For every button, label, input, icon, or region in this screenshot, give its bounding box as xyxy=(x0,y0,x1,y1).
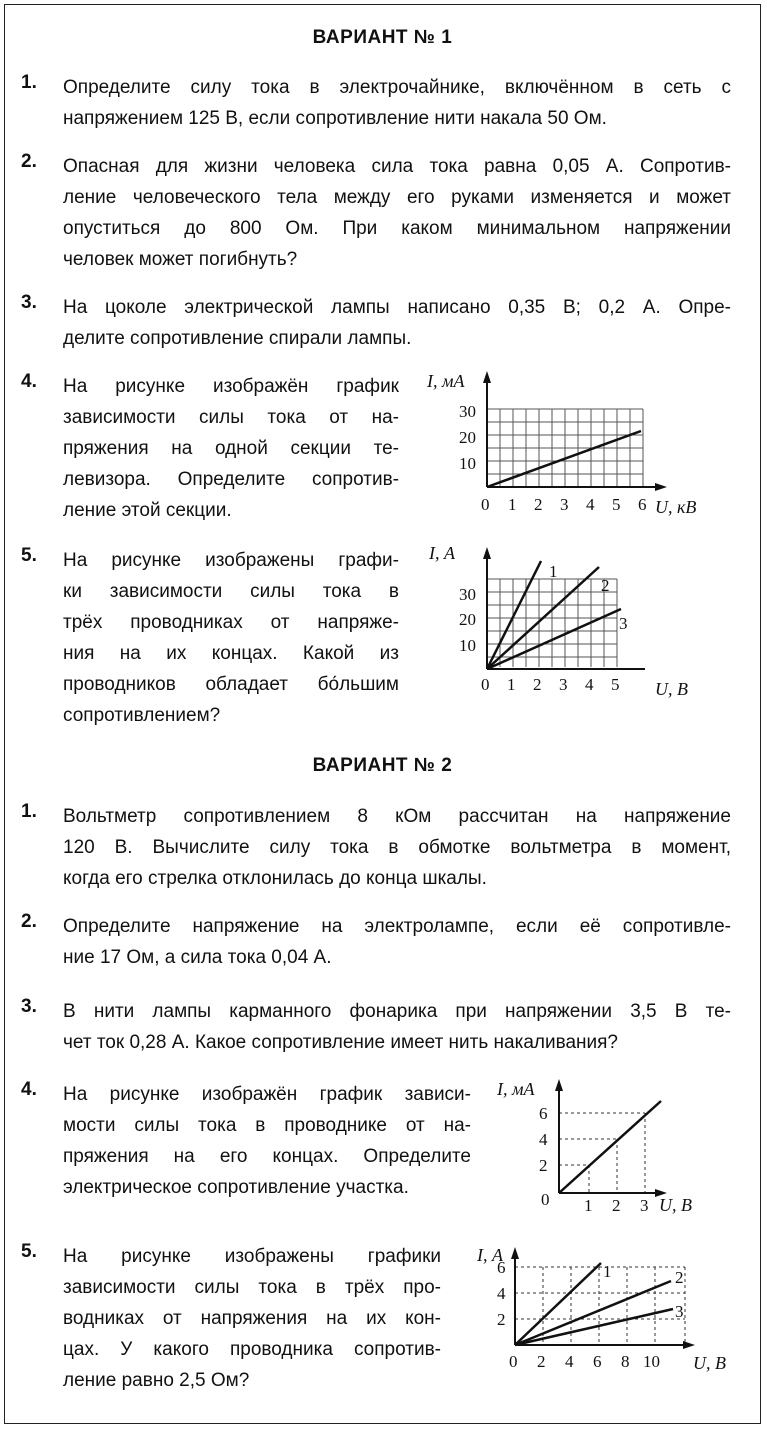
task-line: водниках от напряжения на их кон- xyxy=(63,1308,441,1329)
task-text xyxy=(63,292,731,354)
task-line: ление равно 2,5 Ом? xyxy=(63,1370,250,1391)
x-tick-label: 2 xyxy=(534,495,543,514)
x-axis-label: U, В xyxy=(659,1195,692,1215)
x-tick-label: 5 xyxy=(612,495,621,514)
task-line: опуститься до 800 Ом. При каком минимальном напряжении xyxy=(63,218,731,239)
y-tick-label: 2 xyxy=(539,1156,548,1175)
task-number: 1. xyxy=(21,801,37,822)
x-tick-label: 3 xyxy=(559,675,568,694)
x-tick-label: 4 xyxy=(565,1352,574,1371)
line-label: 1 xyxy=(549,562,558,581)
y-tick-label: 20 xyxy=(459,428,476,447)
x-tick-label: 3 xyxy=(560,495,569,514)
x-tick-label: 2 xyxy=(537,1352,546,1371)
x-tick-label: 5 xyxy=(611,675,620,694)
y-arrow-icon xyxy=(483,547,491,559)
task-text xyxy=(63,72,731,134)
x-tick-label: 6 xyxy=(638,495,647,514)
task-line: ние 17 Ом, а сила тока 0,04 А. xyxy=(63,947,332,968)
grid xyxy=(487,579,617,667)
task-line: чет ток 0,28 А. Какое сопротивление имеет нить накаливания? xyxy=(63,1032,618,1053)
y-tick-label: 4 xyxy=(539,1130,548,1149)
y-arrow-icon xyxy=(555,1079,563,1091)
task-line: зависимости силы тока от на- xyxy=(63,407,399,428)
task-line: электрическое сопротивление участка. xyxy=(63,1177,409,1198)
x-arrow-icon xyxy=(655,483,667,491)
x-tick-label: 6 xyxy=(593,1352,602,1371)
task-line: На рисунке изображены графики xyxy=(63,1246,441,1267)
y-axis-label: I, А xyxy=(477,1245,503,1265)
v2-graph-4 xyxy=(483,1073,723,1223)
graph-line xyxy=(559,1101,661,1193)
x-tick-label: 10 xyxy=(643,1352,660,1371)
task-line: пряжения на его концах. Определите xyxy=(63,1146,471,1167)
variant-1-title: ВАРИАНТ № 1 xyxy=(312,27,453,48)
task-number: 2. xyxy=(21,911,37,932)
task-line: Определите напряжение на электролампе, если её сопротивле- xyxy=(63,916,731,937)
task-line: Определите силу тока в электрочайнике, включённом в сеть с xyxy=(63,77,731,98)
task-line: 120 В. Вычислите силу тока в обмотке вольтметра в момент, xyxy=(63,837,731,858)
graph-line-3 xyxy=(515,1309,673,1345)
task-line: ление человеческого тела между его руками изменяется и может xyxy=(63,187,731,208)
task-text xyxy=(63,371,399,526)
task-number: 4. xyxy=(21,1079,37,1100)
task-line: когда его стрелка отклонилась до конца шкалы. xyxy=(63,868,487,889)
task-line: мости силы тока в проводнике от на- xyxy=(63,1115,471,1136)
task-line: В нити лампы карманного фонарика при напряжении 3,5 В те- xyxy=(63,1001,731,1022)
x-axis-label: U, В xyxy=(693,1353,726,1373)
task-line: ление этой секции. xyxy=(63,500,232,521)
task-line: проводников обладает бо́льшим xyxy=(63,674,399,695)
task-number: 5. xyxy=(21,1241,37,1262)
y-arrow-icon xyxy=(483,371,491,383)
graph-line-2 xyxy=(515,1281,671,1345)
graph-line-1 xyxy=(515,1263,601,1345)
task-line: зависимости силы тока в трёх про- xyxy=(63,1277,441,1298)
task-line: На цоколе электрической лампы написано 0,35 В; 0,2 А. Опре- xyxy=(63,297,731,318)
y-tick-label: 6 xyxy=(497,1258,506,1277)
y-axis-label: I, мА xyxy=(497,1079,535,1099)
v1-graph-5 xyxy=(423,539,723,704)
task-number: 2. xyxy=(21,151,37,172)
y-tick-label: 10 xyxy=(459,454,476,473)
task-line: ния на их концах. Какой из xyxy=(63,643,399,664)
x-tick-label: 1 xyxy=(507,675,516,694)
x-tick-label: 3 xyxy=(640,1196,649,1215)
x-tick-label: 2 xyxy=(533,675,542,694)
task-text xyxy=(63,1241,441,1396)
x-tick-label: 0 xyxy=(481,495,490,514)
task-number: 4. xyxy=(21,371,37,392)
graph-line-1 xyxy=(487,561,541,669)
y-tick-label: 20 xyxy=(459,610,476,629)
x-tick-label: 8 xyxy=(621,1352,630,1371)
line-label: 3 xyxy=(675,1302,684,1321)
task-text xyxy=(63,545,399,731)
y-tick-label: 2 xyxy=(497,1310,506,1329)
task-number: 3. xyxy=(21,996,37,1017)
task-line: Вольтметр сопротивлением 8 кОм рассчитан на напряжение xyxy=(63,806,731,827)
grid xyxy=(487,409,643,487)
x-tick-label: 0 xyxy=(481,675,490,694)
y-tick-label: 10 xyxy=(459,636,476,655)
y-tick-label: 6 xyxy=(539,1104,548,1123)
graph-line xyxy=(487,431,641,487)
task-text xyxy=(63,1079,471,1203)
x-tick-label: 2 xyxy=(612,1196,621,1215)
x-tick-label: 0 xyxy=(509,1352,518,1371)
y-tick-label: 30 xyxy=(459,402,476,421)
v1-graph-4 xyxy=(423,367,723,527)
task-number: 5. xyxy=(21,545,37,566)
y-tick-label: 4 xyxy=(497,1284,506,1303)
line-label: 3 xyxy=(619,614,628,633)
y-axis-label: I, А xyxy=(429,543,455,563)
task-line: На рисунке изображены графи- xyxy=(63,550,399,571)
line-label: 2 xyxy=(675,1268,684,1287)
task-number: 3. xyxy=(21,292,37,313)
task-text xyxy=(63,996,731,1058)
x-axis-label: U, кВ xyxy=(655,497,697,517)
task-line: Опасная для жизни человека сила тока равна 0,05 А. Сопротив- xyxy=(63,156,731,177)
task-line: делите сопротивление спирали лампы. xyxy=(63,328,412,349)
task-line: ки зависимости силы тока в xyxy=(63,581,399,602)
task-text xyxy=(63,911,731,973)
y-axis-label: I, мА xyxy=(427,371,465,391)
task-line: пряжения на одной секции те- xyxy=(63,438,399,459)
task-line: На рисунке изображён график xyxy=(63,376,399,397)
x-axis-label: U, В xyxy=(655,679,688,699)
task-line: напряжением 125 В, если сопротивление нити накала 50 Ом. xyxy=(63,108,607,129)
line-label: 1 xyxy=(603,1262,612,1281)
v2-graph-5 xyxy=(463,1241,743,1401)
x-tick-label: 0 xyxy=(541,1190,550,1209)
task-line: сопротивлением? xyxy=(63,705,221,726)
x-tick-label: 1 xyxy=(584,1196,593,1215)
x-tick-label: 1 xyxy=(508,495,517,514)
task-text xyxy=(63,151,731,275)
x-tick-label: 4 xyxy=(585,675,594,694)
x-tick-label: 4 xyxy=(586,495,595,514)
variant-2-title: ВАРИАНТ № 2 xyxy=(312,755,453,776)
line-label: 2 xyxy=(601,576,610,595)
y-tick-label: 30 xyxy=(459,585,476,604)
worksheet-page xyxy=(4,4,761,1424)
task-number: 1. xyxy=(21,72,37,93)
y-arrow-icon xyxy=(511,1247,519,1259)
task-line: трёх проводниках от напряже- xyxy=(63,612,399,633)
task-line: цах. У какого проводника сопротив- xyxy=(63,1339,441,1360)
task-line: левизора. Определите сопротив- xyxy=(63,469,399,490)
task-line: человек может погибнуть? xyxy=(63,249,298,270)
task-line: На рисунке изображён график зависи- xyxy=(63,1084,471,1105)
task-text xyxy=(63,801,731,894)
x-arrow-icon xyxy=(683,1341,695,1349)
